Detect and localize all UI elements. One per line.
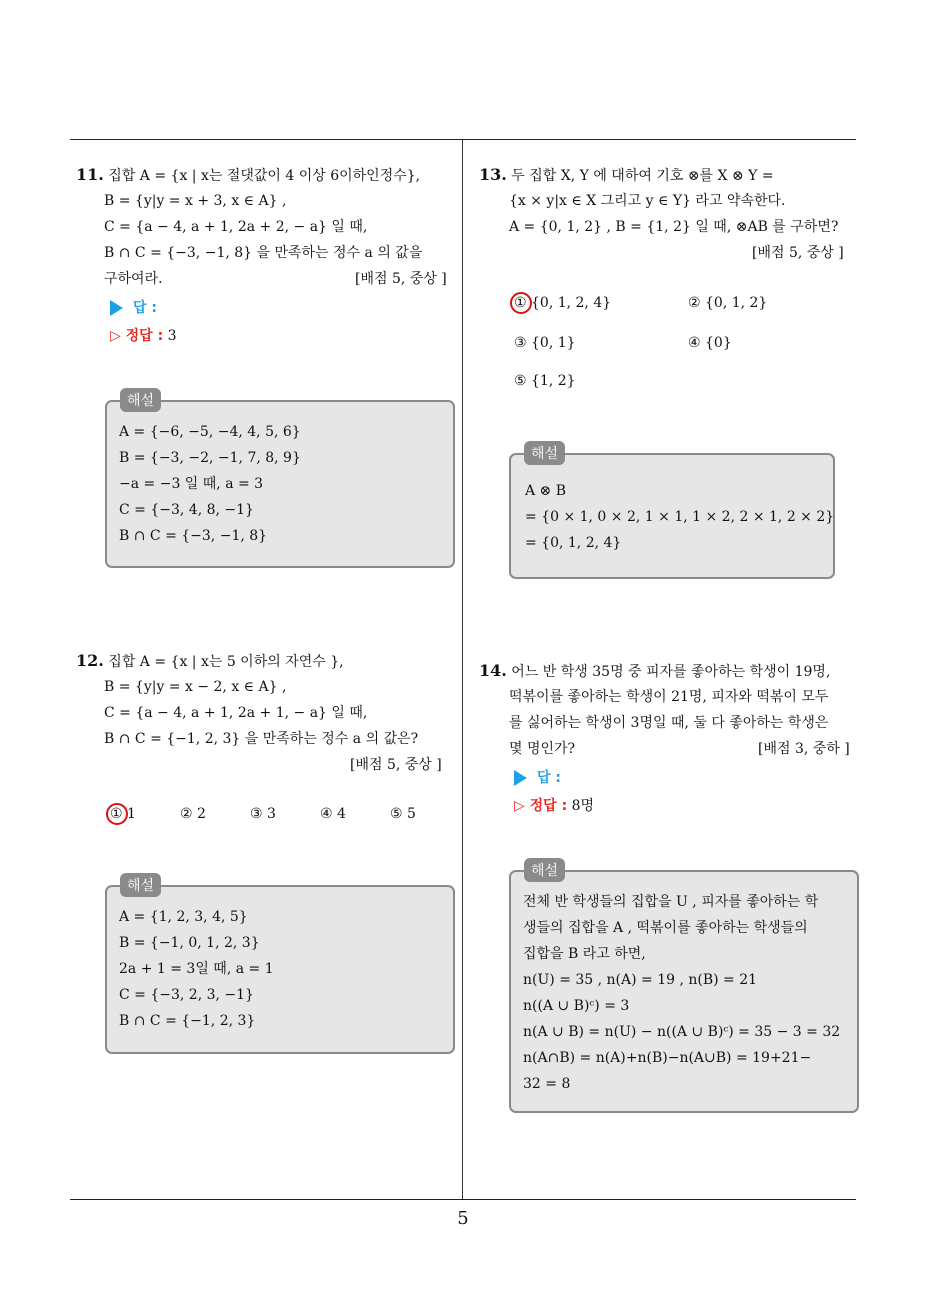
explanation-line: A ⊗ B <box>525 483 567 499</box>
explanation-line: n((A ∪ B)ᶜ) = 3 <box>523 998 630 1014</box>
question-line: 구하여라. <box>104 271 163 287</box>
bottom-rule <box>70 1199 856 1200</box>
question-line: C = {a − 4, a + 1, 2a + 1, − a} 일 때, <box>104 705 368 721</box>
question-line: C = {a − 4, a + 1, 2a + 2, − a} 일 때, <box>104 219 368 235</box>
question-line: B = {y|y = x − 2, x ∈ A} , <box>104 679 287 695</box>
choice-5[interactable]: ⑤ 5 <box>390 806 416 822</box>
question-line: B = {y|y = x + 3, x ∈ A} , <box>104 193 287 209</box>
score-label: [배점 3, 중하 ] <box>758 741 850 757</box>
question-line: 를 싫어하는 학생이 3명일 때, 둘 다 좋아하는 학생은 <box>509 715 829 731</box>
explanation-tag: 해설 <box>524 441 565 465</box>
question-number: 14. <box>479 661 507 680</box>
choice-1[interactable]: ① 1 <box>110 806 136 822</box>
question-line: B ∩ C = {−3, −1, 8} 을 만족하는 정수 a 의 값을 <box>104 245 423 261</box>
explanation-line: −a = −3 일 때, a = 3 <box>119 476 264 492</box>
choice-5[interactable]: ⑤ {1, 2} <box>514 373 576 389</box>
choice-2[interactable]: ② 2 <box>180 806 206 822</box>
explanation-line: 집합을 B 라고 하면, <box>523 946 646 962</box>
explanation-line: C = {−3, 4, 8, −1} <box>119 502 254 518</box>
question-number: 12. <box>76 651 104 670</box>
correct-label: ▷ 정답 : <box>110 328 164 344</box>
choice-3[interactable]: ③ {0, 1} <box>514 335 576 351</box>
question-line: A = {0, 1, 2} , B = {1, 2} 일 때, ⊗AB 를 구하면? <box>509 219 839 235</box>
correct-value: 3 <box>167 328 177 344</box>
score-label: [배점 5, 중상 ] <box>355 271 447 287</box>
choice-1[interactable]: ① {0, 1, 2, 4} <box>514 295 612 311</box>
choice-4[interactable]: ④ {0} <box>688 335 732 351</box>
answer-arrow-icon <box>110 300 123 316</box>
question-line: 떡볶이를 좋아하는 학생이 21명, 피자와 떡볶이 모두 <box>509 689 829 705</box>
explanation-line: B = {−3, −2, −1, 7, 8, 9} <box>119 450 301 466</box>
explanation-line: = {0 × 1, 0 × 2, 1 × 1, 1 × 2, 2 × 1, 2 × 2} <box>525 509 835 525</box>
question-line: {x × y|x ∈ X 그리고 y ∈ Y} 라고 약속한다. <box>509 193 786 209</box>
explanation-line: 2a + 1 = 3일 때, a = 1 <box>119 961 274 977</box>
explanation-line: = {0, 1, 2, 4} <box>525 535 622 551</box>
correct-value: 8명 <box>571 798 595 814</box>
question-number: 11. <box>76 165 104 184</box>
explanation-line: 생들의 집합을 A , 떡볶이를 좋아하는 학생들의 <box>523 920 808 936</box>
explanation-line: n(A∩B) = n(A)+n(B)−n(A∪B) = 19+21− <box>523 1050 812 1066</box>
explanation-line: 32 = 8 <box>523 1076 571 1092</box>
explanation-box <box>509 863 859 1113</box>
top-rule <box>70 139 856 140</box>
explanation-line: A = {−6, −5, −4, 4, 5, 6} <box>119 424 301 440</box>
choice-2[interactable]: ② {0, 1, 2} <box>688 295 768 311</box>
explanation-tag: 해설 <box>120 873 161 897</box>
explanation-line: B = {−1, 0, 1, 2, 3} <box>119 935 260 951</box>
explanation-line: n(A ∪ B) = n(U) − n((A ∪ B)ᶜ) = 35 − 3 = 32 <box>523 1024 841 1040</box>
score-label: [배점 5, 중상 ] <box>350 757 442 773</box>
question-line: 어느 반 학생 35명 중 피자를 좋아하는 학생이 19명, <box>511 664 831 680</box>
answer-arrow-icon <box>514 770 527 786</box>
question-line: B ∩ C = {−1, 2, 3} 을 만족하는 정수 a 의 값은? <box>104 731 419 747</box>
question-number: 13. <box>479 165 507 184</box>
explanation-box <box>105 878 455 1054</box>
explanation-line: n(U) = 35 , n(A) = 19 , n(B) = 21 <box>523 972 758 988</box>
score-label: [배점 5, 중상 ] <box>752 245 844 261</box>
question-line: 집합 A = {x | x는 5 이하의 자연수 }, <box>108 654 344 670</box>
explanation-tag: 해설 <box>524 858 565 882</box>
explanation-line: A = {1, 2, 3, 4, 5} <box>119 909 248 925</box>
choice-4[interactable]: ④ 4 <box>320 806 346 822</box>
explanation-line: B ∩ C = {−1, 2, 3} <box>119 1013 256 1029</box>
explanation-line: C = {−3, 2, 3, −1} <box>119 987 254 1003</box>
question-line: 몇 명인가? <box>509 741 576 757</box>
explanation-tag: 해설 <box>120 388 161 412</box>
page-number: 5 <box>457 1208 469 1229</box>
explanation-box <box>509 446 835 579</box>
answer-label: 답 : <box>537 770 561 786</box>
choice-3[interactable]: ③ 3 <box>250 806 276 822</box>
explanation-box <box>105 393 455 568</box>
column-divider <box>462 140 463 1200</box>
question-line: 두 집합 X, Y 에 대하여 기호 ⊗를 X ⊗ Y = <box>511 168 774 184</box>
answer-label: 답 : <box>133 300 157 316</box>
question-line: 집합 A = {x | x는 절댓값이 4 이상 6이하인정수}, <box>108 168 421 184</box>
correct-label: ▷ 정답 : <box>514 798 568 814</box>
explanation-line: B ∩ C = {−3, −1, 8} <box>119 528 268 544</box>
explanation-line: 전체 반 학생들의 집합을 U , 피자를 좋아하는 학 <box>523 894 819 910</box>
